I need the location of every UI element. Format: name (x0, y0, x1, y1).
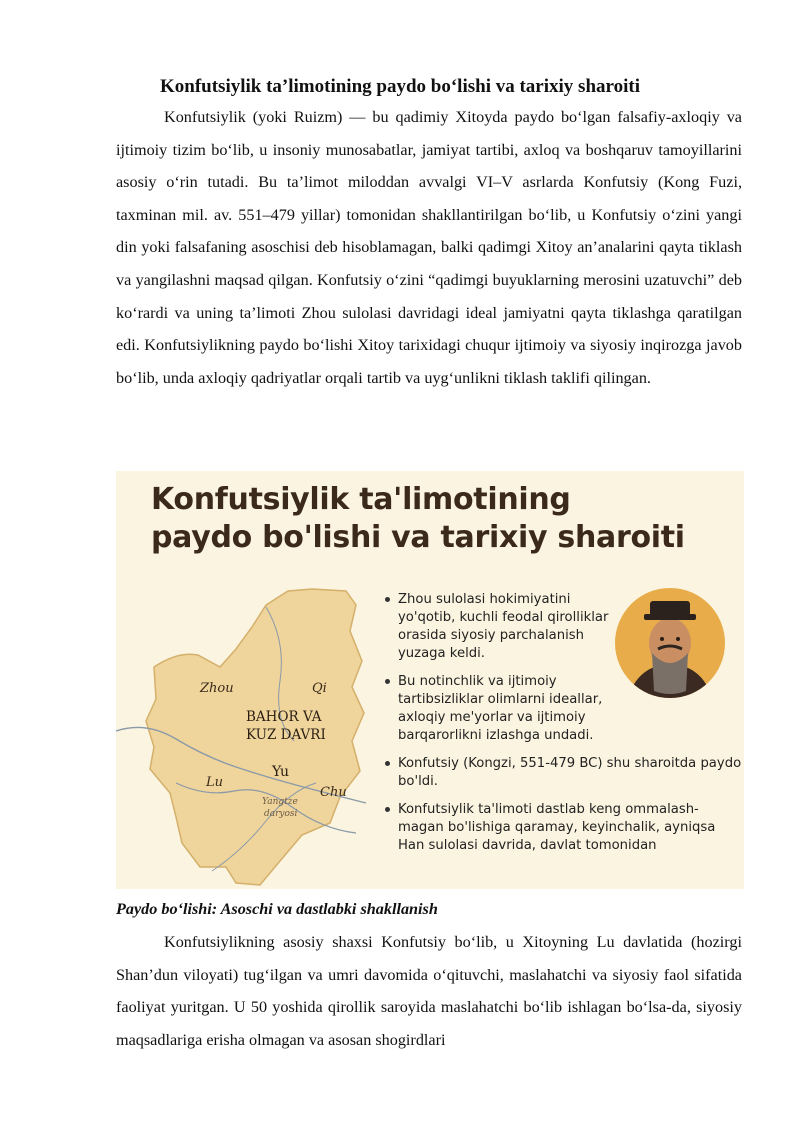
intro-paragraph: Konfutsiylik (yoki Ruizm) — bu qadimiy Xitoyda paydo bo‘lgan falsafiy-axloqiy va ijtimoiy tizim bo‘lib, u insoniy munosabatlar, jamiyat tartibi, axloq va boshqaruv tamoyillarini asosiy o‘rin tutadi. Bu ta’limot miloddan avvalgi VI–V asrlarda Konfutsiy (Kong Fuzi, taxminan mil. av. 551–479 yillar) tomonidan shakllantirilgan bo‘lib, u Konfutsiy o‘zini yangi din yoki falsafaning asoschisi deb hisoblamagan, balki qadimgi Xitoy an’analarini qayta tiklash va yangilashni maqsad qilgan. Konfutsiy o‘zini “qadimgi buyuklarning merosini uzatuvchi” deb ko‘rardi va uning ta’limoti Zhou sulolasi davridagi ideal jamiyatni qayta tiklashga qaratilgan edi. Konfutsiylikning paydo bo‘lishi Xitoy tarixidagi chuqur ijtimoiy va siyosiy inqirozga javob bo‘lib, unda axloqiy qadriyatlar orqali tartib va uyg‘unlikni tiklash taklifi qilingan. (116, 108, 742, 387)
bullet-item: Bu notinchlik va ijtimoiy tartibsizliklar olimlarni ideallar, axloqiy me'yorlar va ijtimoiy barqarorlikni izlashga undadi. (384, 673, 634, 745)
map-label-qi: Qi (312, 681, 327, 696)
infographic-figure (116, 471, 744, 889)
figure-title (151, 481, 685, 557)
figure-title-line-2: paydo bo'lishi va tarixiy sharoiti (151, 520, 685, 555)
section-subheading: Paydo bo‘lishi: Asoschi va dastlabki shakllanish (116, 900, 438, 918)
page-title: Konfutsiylik ta’limotining paydo bo‘lishi va tarixiy sharoiti (159, 76, 640, 97)
bullet-item: Zhou sulolasi hokimiyatini yo'qotib, kuchli feodal qirolliklar orasida siyosiy parchalanish yuzaga keldi. (384, 591, 618, 663)
map-label-region-2: KUZ DAVRI (246, 727, 326, 743)
map-label-chu: Chu (320, 785, 347, 800)
confucius-portrait-icon (614, 587, 726, 699)
figure-title-line-1: Konfutsiylik ta'limotining (151, 482, 571, 517)
bullet-item: Konfutsiy (Kongzi, 551-479 BC) shu sharoitda paydo bo'ldi. (384, 755, 744, 791)
map-label-zhou: Zhou (200, 681, 234, 696)
map-label-river-2: daryosi (264, 809, 298, 819)
map-label-lu: Lu (206, 775, 224, 790)
bullet-item: Konfutsiylik ta'limoti dastlab keng ommalash-magan bo'lishiga qaramay, keyinchalik, ayniqsa Han sulolasi davrida, davlat tomonidan (384, 801, 744, 855)
map-label-region-1: BAHOR VA (246, 709, 322, 725)
map-label-river-1: Yangtze (262, 797, 298, 807)
map-label-yu: Yu (272, 764, 290, 780)
historical-map (116, 571, 376, 889)
section-paragraph: Konfutsiylikning asosiy shaxsi Konfutsiy bo‘lib, u Xitoyning Lu davlatida (hozirgi Shan’dun viloyati) tug‘ilgan va umri davomida o‘qituvchi, maslahatchi va siyosiy faol sifatida faoliyat yuritgan. U 50 yoshida qirollik saroyida maslahatchi bo‘lib ishlagan bo‘lsa-da, siyosiy maqsadlariga erisha olmagan va asosan shogirdlari (116, 933, 742, 1049)
